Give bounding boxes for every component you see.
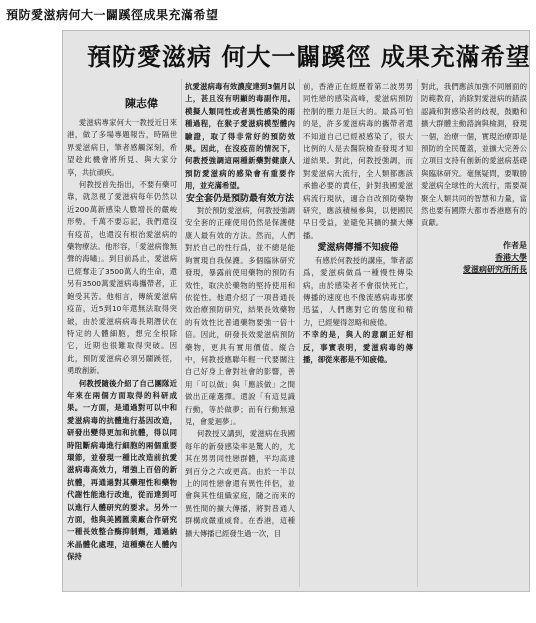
paragraph: 對於預防愛滋病，何教授強調安全套的正確使用仍然是保護健康人最有效的方法。然而，人們對於自己的性行爲，並不總是能夠實現自我保護。多個臨牀研究發現，暴露前使用藥物的預防有效性，取決於藥物的堅持使用和依從性。他還介紹了一項普通長效治療預防研究，結果長效藥物的有效性比普通藥物要強一倍十倍。因此，研發長效愛滋病預防藥物，更具有實用價值。縱合中，何教授應聯年輕一代要關注自己好身上會對社會的影響，善用「可以做」與「應該做」之間做出正確選擇。還說「有這見識行動，等於做夢；而有行動無遠見，會愛迴夢」。 [185, 206, 295, 426]
author-credit [421, 240, 527, 276]
paragraph: 對此，我們應該加強不同層面的防範教育，消除對愛滋病的錯誤認識和對感染者的歧視，鼓勵和擴大群體主動諮詢與檢測，發現一個，治療一個，實現治療即是預防的全民覆蓋，並擴大完善公立項目支持有創新的愛滋病基礎與臨牀研究。毫無疑問，要戰勝愛滋病全球性的大流行，需要凝聚全人類共同的智慧和力量，當然也要有國際大都市香港應有的貢獻。 [421, 82, 527, 228]
article-byline: 陳志偉 [125, 97, 158, 110]
author-org: 香港大學 [495, 252, 527, 262]
paragraph: 有感於何教授的講座，筆者認爲，愛滋病做爲一種慢性傳染病，由於感染者不會很快死亡，傳播的速度也不像流感病毒那麼迅猛，人們應對它的態度和精力，已經變得忽略和疲倦。 [303, 255, 413, 327]
paragraph: 何教授首先指出，不要有藥可靠，就忽視了愛滋病每年仍然以近200萬新感染人數增長的嚴峻形勢。千萬不要忘記，我們還沒有疫苗，也還沒有根治愛滋病的藥物療法。他形容，「愛滋病像無聲的海嘯」。到目前爲止，愛滋病已經奪走了3500萬人的生命，還另有3500萬愛滋病毒攜帶者，正飽受其苦。他相言，傳統愛滋病疫苗，近5到10年還無法取得突破，由於愛滋病病毒長期潛伏在特定的人體細胞，想完全根除它，近期也很難取得突破。因此，預防愛滋病必須另闢蹊徑，勇敢創新。 [67, 180, 177, 376]
article-column-3 [303, 81, 413, 587]
article-column-4 [421, 81, 527, 587]
column-divider [417, 79, 418, 587]
paragraph: 前，香港正在經歷着第二波男男同性戀的感染高峰，愛滋病預防控制的壓力是巨大的。最爲可怕的是，許多愛滋病毒的攜帶者還不知道自己已經被感染了，很大比例的人是去醫院檢查發現才知道結果。對此，何教授強調，而對愛滋病大流行，全人類都應該承擔必要的責任，針對我國愛滋病流行現狀，適合自改預防藥物研究，應該積極參與，以便國民早日受益，並避免其擴的擴大傳播。 [303, 82, 413, 240]
paragraph: 何教授又講到，愛滋病在我國每年的新發感染率是驚人的，尤其在男男同性戀群體，平均高達到百分之六或更高。由於一半以上的同性戀會還有異性伴侶，並會與其性組織家庭，隨之而來的異性間的擴大傳播，將對普通人群構成嚴重威脅。在香港，這種擴大傳播已經發生過一次，目 [185, 429, 295, 538]
article-headline: 預防愛滋病 何大一闢蹊徑 成果充滿希望 [87, 42, 531, 71]
subheading: 安全套仍是預防最有效方法 [185, 193, 294, 204]
column-divider [181, 79, 182, 587]
column-divider [299, 79, 300, 587]
article-column-1 [67, 117, 177, 623]
page-title: 預防愛滋病何大一闢蹊徑成果充滿希望 [6, 8, 219, 22]
paragraph: 愛滋病專家何大一教授近日來港，做了多場專題報告，時隔世界愛滋病日，筆者感觸深刻，希望趁此機會將所見、與大家分享，共抗頑疾。 [67, 118, 177, 177]
newspaper-clipping [62, 30, 530, 592]
paragraph-bold: 何教授隨後介紹了自己團隊近年來在兩個方面取得的科研成果。一方面，是通過對可以中和愛滋病毒的抗體進行基因改造，研發出變得更加和抗體，得以同時阻斷病毒進行細胞的兩個重要環節，並發現一種比改造前抗愛滋病毒高效力，增強上百倍的新抗體，再通過對其藥理性和藥物代謝性能進行改進，從而達到可以進行人體研究的要求。另外一方面，他與美國匯業廠合作研究一種長效整合酶抑制劑，通過納米晶體化處理，這種藥在人體內保持 [67, 378, 177, 562]
paragraph-bold: 不幸的是，與人的意願正好相反，事實表明，愛滋病毒的傳播，卻從來都是不知疲倦。 [303, 330, 413, 364]
paragraph-bold: 抗愛滋病毒有效濃度達到3個月以上，甚且沒有明顯的毒副作用。模擬人類同性或者異性感染的雨種過程，在猴子愛滋病模型體內驗證，取了得非常好的預防效果。因此，在沒疫苗的情況下，何教授強調這兩種新藥對健康人預防愛滋病的感染會有重要作用，並充滿希望。 [185, 82, 295, 191]
article-column-2 [185, 81, 295, 587]
author-label: 作者是 [503, 240, 527, 250]
subheading: 愛滋病傳播不知疲倦 [317, 243, 399, 254]
author-title: 愛滋病研究所所長 [463, 264, 527, 274]
